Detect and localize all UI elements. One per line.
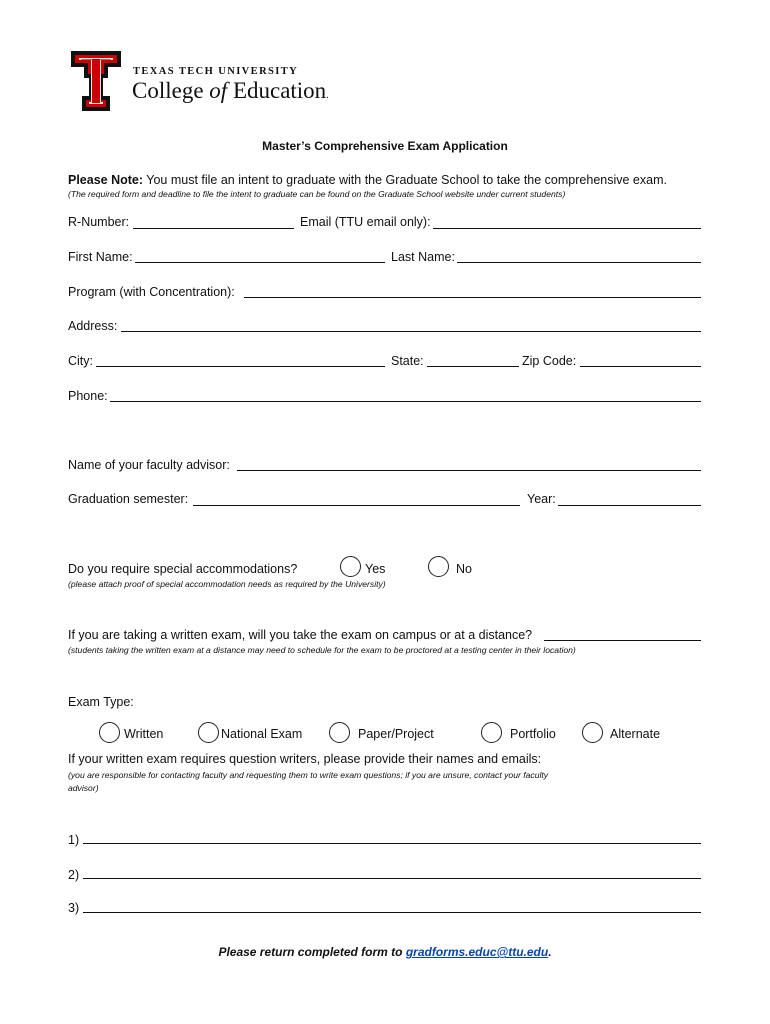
email-label: Email (TTU email only): [300,215,431,229]
exam-type-portfolio-radio[interactable] [481,722,502,743]
address-label: Address: [68,319,118,333]
writer-3-label: 3) [68,901,80,915]
question-writers-note-1: (you are responsible for contacting faculty and requesting them to write exam questions; if you are unsure, contact your faculty [68,770,549,780]
written-exam-location-field[interactable] [544,640,701,641]
question-writers-note-2: advisor) [68,783,99,793]
writer-2-field[interactable] [83,878,701,879]
exam-type-national-radio[interactable] [198,722,219,743]
accommodations-no-radio[interactable] [428,556,449,577]
advisor-label: Name of your faculty advisor: [68,458,230,472]
year-label: Year: [527,492,556,506]
zip-label: Zip Code: [522,354,577,368]
exam-type-alternate-radio[interactable] [582,722,603,743]
first-name-field[interactable] [135,262,385,263]
first-name-label: First Name: [68,250,133,264]
exam-type-paper-radio[interactable] [329,722,350,743]
written-exam-note: (students taking the written exam at a distance may need to schedule for the exam to be proctored at a testing center in their location) [68,645,576,655]
writer-2-label: 2) [68,868,80,882]
writer-1-label: 1) [68,833,80,847]
please-note-sub: (The required form and deadline to file the intent to graduate can be found on the Graduate School website under current students) [68,189,566,199]
university-name: TEXAS TECH UNIVERSITY [133,66,299,77]
exam-type-written-radio[interactable] [99,722,120,743]
state-field[interactable] [427,366,519,367]
exam-type-label: Exam Type: [68,695,134,709]
accommodations-question: Do you require special accommodations? [68,562,298,576]
last-name-label: Last Name: [391,250,455,264]
state-label: State: [391,354,424,368]
exam-type-written-label: Written [124,727,164,741]
city-label: City: [68,354,93,368]
email-field[interactable] [433,228,701,229]
grad-semester-field[interactable] [193,505,520,506]
accommodations-yes-label: Yes [365,562,386,576]
grad-semester-label: Graduation semester: [68,492,189,506]
accommodations-yes-radio[interactable] [340,556,361,577]
phone-field[interactable] [110,401,701,402]
year-field[interactable] [558,505,701,506]
form-title: Master’s Comprehensive Exam Application [262,139,508,153]
writer-3-field[interactable] [83,912,701,913]
zip-field[interactable] [580,366,701,367]
accommodations-note: (please attach proof of special accommodation needs as required by the University) [68,579,386,589]
exam-type-alternate-label: Alternate [610,727,661,741]
city-field[interactable] [96,366,385,367]
exam-type-portfolio-label: Portfolio [510,727,556,741]
rnumber-field[interactable] [133,228,294,229]
written-exam-question: If you are taking a written exam, will you take the exam on campus or at a distance? [68,628,533,642]
college-name: College of Education. [132,78,329,103]
phone-label: Phone: [68,389,108,403]
question-writers-text: If your written exam requires question writers, please provide their names and emails: [68,752,542,766]
exam-type-paper-label: Paper/Project [358,727,434,741]
program-label: Program (with Concentration): [68,285,235,299]
advisor-field[interactable] [237,470,701,471]
exam-type-national-label: National Exam [221,727,303,741]
footer-instructions: Please return completed form to gradforms.educ@ttu.edu. [218,945,552,959]
please-note: Please Note: You must file an intent to graduate with the Graduate School to take the comprehensive exam. [68,173,667,187]
accommodations-no-label: No [456,562,472,576]
address-field[interactable] [121,331,701,332]
ttu-logo [70,50,122,112]
return-email-link[interactable]: gradforms.educ@ttu.edu [405,945,549,959]
last-name-field[interactable] [457,262,701,263]
double-t-logo-icon [70,50,122,112]
writer-1-field[interactable] [83,843,701,844]
rnumber-label: R-Number: [68,215,130,229]
program-field[interactable] [244,297,701,298]
